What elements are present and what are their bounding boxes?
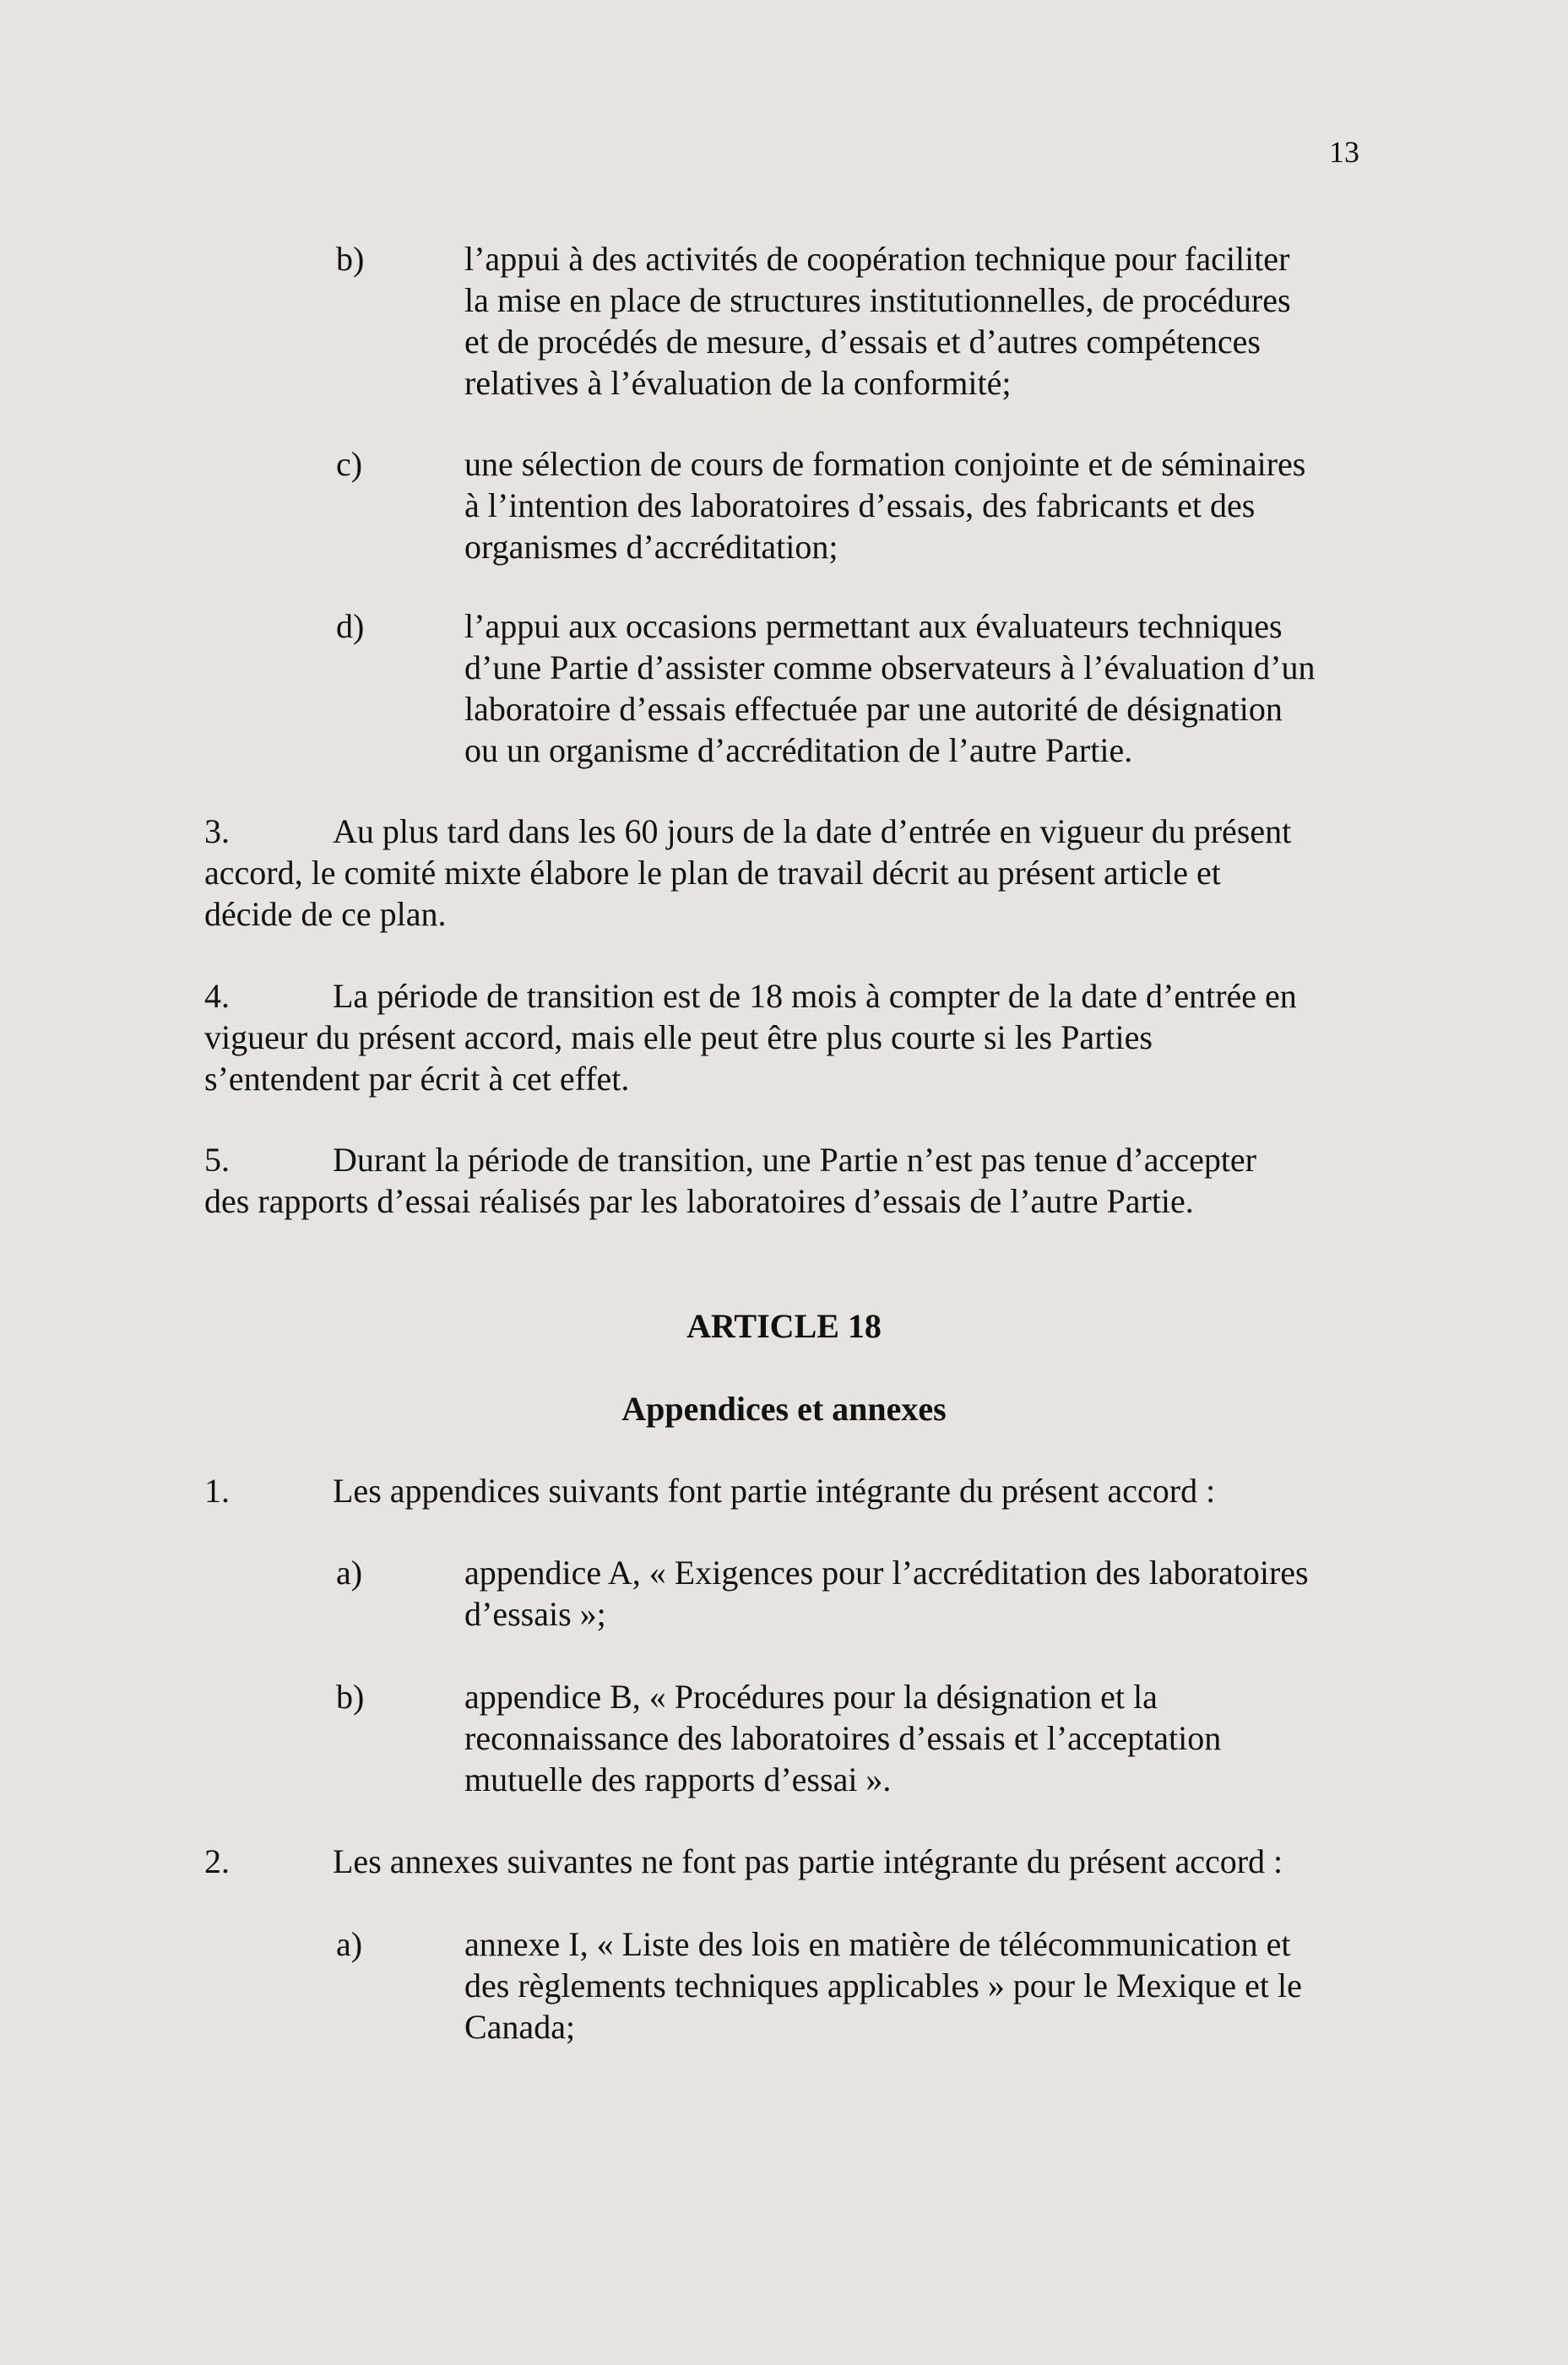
section-text: Les appendices suivants font partie intégrante du présent accord : xyxy=(333,1472,1216,1510)
text-line: reconnaissance des laboratoires d’essais et l’acceptation xyxy=(464,1719,1222,1757)
list-marker: b) xyxy=(336,1678,365,1716)
text-line: d’une Partie d’assister comme observateurs à l’évaluation d’un xyxy=(464,648,1316,686)
list-item-text xyxy=(464,238,1359,404)
list-item-text xyxy=(464,1552,1359,1635)
paragraph-5 xyxy=(204,1139,1378,1222)
paragraph-number: 4. xyxy=(204,977,230,1015)
text-line: annexe I, « Liste des lois en matière de télécommunication et xyxy=(464,1925,1291,1963)
article-subtitle: Appendices et annexes xyxy=(621,1390,947,1428)
text-line: l’appui aux occasions permettant aux évaluateurs techniques xyxy=(464,607,1283,645)
text-line: s’entendent par écrit à cet effet. xyxy=(204,1060,630,1098)
text-line xyxy=(204,811,1378,852)
list-marker: a) xyxy=(336,1925,363,1963)
text-line: accord, le comité mixte élabore le plan de travail décrit au présent article et xyxy=(204,854,1221,892)
page-number: 13 xyxy=(1329,135,1359,169)
paragraph-number: 5. xyxy=(204,1141,230,1179)
text-line: organismes d’accréditation; xyxy=(464,528,838,566)
text-line: mutuelle des rapports d’essai ». xyxy=(464,1760,892,1798)
text-line: vigueur du présent accord, mais elle peut être plus courte si les Parties xyxy=(204,1018,1153,1056)
text-line: décide de ce plan. xyxy=(204,895,447,933)
paragraph-first-line: Durant la période de transition, une Partie n’est pas tenue d’accepter xyxy=(333,1141,1257,1179)
text-line: la mise en place de structures institutionnelles, de procédures xyxy=(464,281,1291,319)
text-line: relatives à l’évaluation de la conformité; xyxy=(464,364,1012,402)
paragraph-3 xyxy=(204,811,1378,935)
paragraph-number: 3. xyxy=(204,812,230,850)
list-marker: b) xyxy=(336,240,365,278)
text-line: appendice B, « Procédures pour la désignation et la xyxy=(464,1678,1158,1716)
list-item-text xyxy=(464,605,1359,771)
text-line: d’essais »; xyxy=(464,1595,606,1633)
paragraph-first-line: La période de transition est de 18 mois à compter de la date d’entrée en xyxy=(333,977,1297,1015)
text-line: des rapports d’essai réalisés par les laboratoires d’essais de l’autre Partie. xyxy=(204,1182,1194,1220)
text-line: ou un organisme d’accréditation de l’autre Partie. xyxy=(464,731,1133,769)
text-line: des règlements techniques applicables » pour le Mexique et le xyxy=(464,1966,1302,2004)
article-title: ARTICLE 18 xyxy=(686,1307,882,1345)
text-line: à l’intention des laboratoires d’essais, des fabricants et des xyxy=(464,486,1256,524)
text-line xyxy=(204,975,1378,1017)
text-line: l’appui à des activités de coopération technique pour faciliter xyxy=(464,240,1290,278)
list-item-text xyxy=(464,1923,1359,2048)
text-line xyxy=(204,1139,1378,1180)
section-text: Les annexes suivantes ne font pas partie intégrante du présent accord : xyxy=(333,1842,1283,1880)
list-marker: c) xyxy=(336,445,363,483)
section-number: 2. xyxy=(204,1842,230,1880)
list-item-text xyxy=(464,1676,1359,1800)
text-line: une sélection de cours de formation conjointe et de séminaires xyxy=(464,445,1306,483)
list-marker: a) xyxy=(336,1554,363,1592)
text-line: et de procédés de mesure, d’essais et d’autres compétences xyxy=(464,323,1261,361)
text-line: Canada; xyxy=(464,2008,576,2046)
list-item-text xyxy=(464,443,1359,567)
paragraph-4 xyxy=(204,975,1378,1099)
text-line: laboratoire d’essais effectuée par une autorité de désignation xyxy=(464,690,1283,728)
text-line: appendice A, « Exigences pour l’accréditation des laboratoires xyxy=(464,1554,1309,1592)
section-number: 1. xyxy=(204,1472,230,1510)
list-marker: d) xyxy=(336,607,365,645)
paragraph-first-line: Au plus tard dans les 60 jours de la date d’entrée en vigueur du présent xyxy=(333,812,1292,850)
